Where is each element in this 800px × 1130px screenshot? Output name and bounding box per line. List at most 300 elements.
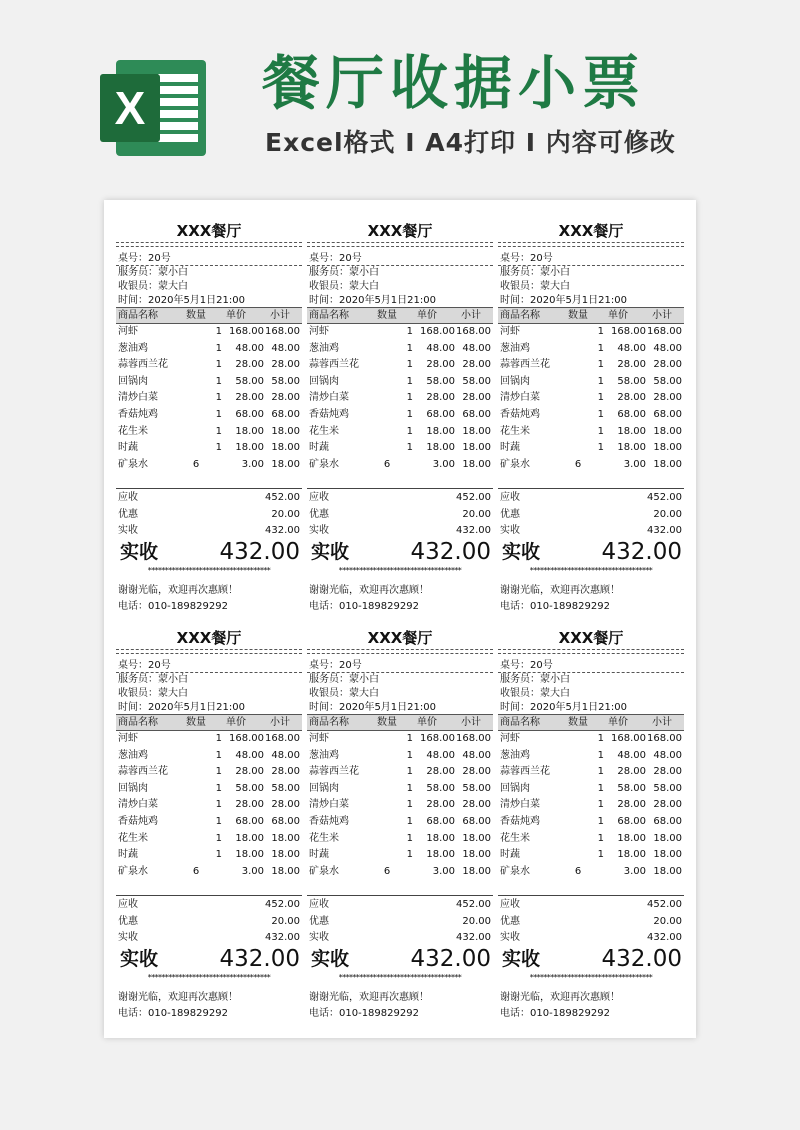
item-qty: 1 xyxy=(406,376,413,387)
divider xyxy=(116,649,302,654)
item-row xyxy=(498,847,684,863)
item-qty: 1 xyxy=(215,359,222,370)
item-price: 58.00 xyxy=(235,783,264,794)
waiter xyxy=(500,266,570,279)
item-subtotal: 58.00 xyxy=(462,783,491,794)
item-subtotal: 18.00 xyxy=(653,833,682,844)
item-name: 回锅肉 xyxy=(500,376,530,387)
table-label: 桌号： xyxy=(309,253,339,264)
item-subtotal: 18.00 xyxy=(653,426,682,437)
item-subtotal: 168.00 xyxy=(647,733,682,744)
item-price: 58.00 xyxy=(426,783,455,794)
total-label: 实收 xyxy=(120,948,159,970)
item-subtotal: 168.00 xyxy=(456,733,491,744)
item-name: 回锅肉 xyxy=(118,783,148,794)
divider xyxy=(498,488,684,489)
item-name: 花生米 xyxy=(500,833,530,844)
cashier-value: 蒙大白 xyxy=(158,688,188,699)
item-row xyxy=(116,357,302,373)
header-qty: 数量 xyxy=(186,310,206,321)
table-header xyxy=(498,714,684,731)
item-subtotal: 18.00 xyxy=(462,833,491,844)
item-name: 葱油鸡 xyxy=(500,750,530,761)
item-name: 花生米 xyxy=(309,426,339,437)
divider xyxy=(498,242,684,247)
item-qty: 1 xyxy=(406,833,413,844)
item-subtotal: 58.00 xyxy=(271,783,300,794)
cashier-label: 收银员： xyxy=(309,281,349,292)
waiter-value: 蒙小白 xyxy=(540,674,570,685)
item-subtotal: 48.00 xyxy=(271,343,300,354)
item-row xyxy=(307,748,493,764)
paid-value: 432.00 xyxy=(456,525,491,536)
item-price: 68.00 xyxy=(235,816,264,827)
cashier xyxy=(500,280,570,293)
waiter-value: 蒙小白 xyxy=(158,267,188,278)
item-qty: 6 xyxy=(383,459,391,470)
paid-label: 实收 xyxy=(118,932,138,943)
divider xyxy=(498,895,684,896)
item-row xyxy=(498,424,684,440)
item-subtotal: 58.00 xyxy=(653,376,682,387)
receivable-label: 应收 xyxy=(500,899,520,910)
table-number xyxy=(309,252,362,265)
item-price: 18.00 xyxy=(617,426,646,437)
item-subtotal: 18.00 xyxy=(271,833,300,844)
cashier-label: 收银员： xyxy=(500,688,540,699)
table-number xyxy=(118,252,171,265)
item-price: 48.00 xyxy=(617,343,646,354)
discount-row xyxy=(307,507,493,523)
header-subtotal: 小计 xyxy=(652,310,672,321)
item-subtotal: 28.00 xyxy=(462,392,491,403)
table-header xyxy=(307,307,493,324)
header-subtotal: 小计 xyxy=(461,717,481,728)
item-qty: 1 xyxy=(215,783,222,794)
item-name: 清炒白菜 xyxy=(118,392,158,403)
item-subtotal: 68.00 xyxy=(462,816,491,827)
item-qty: 1 xyxy=(215,442,222,453)
receivable-value: 452.00 xyxy=(647,492,682,503)
item-price: 18.00 xyxy=(235,442,264,453)
item-price: 18.00 xyxy=(617,833,646,844)
phone-label: 电话： xyxy=(309,601,339,612)
item-name: 花生米 xyxy=(118,833,148,844)
item-price: 3.00 xyxy=(623,459,646,470)
divider xyxy=(307,895,493,896)
restaurant-name: XXX餐厅 xyxy=(176,222,242,240)
divider xyxy=(307,488,493,489)
item-row xyxy=(498,797,684,813)
item-subtotal: 58.00 xyxy=(462,376,491,387)
item-name: 矿泉水 xyxy=(309,459,339,470)
item-subtotal: 68.00 xyxy=(271,409,300,420)
item-row xyxy=(116,731,302,747)
thanks-text: 谢谢光临，欢迎再次惠顾！ xyxy=(118,992,238,1003)
item-name: 清炒白菜 xyxy=(118,799,158,810)
item-qty: 6 xyxy=(574,866,582,877)
excel-icon xyxy=(100,60,206,156)
waiter-label: 服务员： xyxy=(309,674,349,685)
time xyxy=(118,294,245,307)
item-row xyxy=(116,457,302,473)
time-value: 2020年5月1日21:00 xyxy=(530,702,627,713)
item-name: 葱油鸡 xyxy=(309,750,339,761)
item-row xyxy=(116,324,302,340)
waiter-value: 蒙小白 xyxy=(540,267,570,278)
header-price: 单价 xyxy=(226,310,246,321)
item-name: 花生米 xyxy=(500,426,530,437)
paid-row xyxy=(116,523,302,539)
header-name: 商品名称 xyxy=(309,310,349,321)
item-qty: 1 xyxy=(597,799,604,810)
receivable-value: 452.00 xyxy=(265,899,300,910)
paid-value: 432.00 xyxy=(647,932,682,943)
discount-value: 20.00 xyxy=(462,916,491,927)
receivable-label: 应收 xyxy=(500,492,520,503)
total-value: 432.00 xyxy=(601,539,682,565)
phone-label: 电话： xyxy=(309,1008,339,1019)
item-subtotal: 18.00 xyxy=(462,866,491,877)
item-name: 葱油鸡 xyxy=(118,750,148,761)
restaurant-name: XXX餐厅 xyxy=(558,629,624,647)
item-qty: 1 xyxy=(406,359,413,370)
table-value: 20号 xyxy=(148,253,171,264)
divider xyxy=(116,242,302,247)
item-name: 蒜蓉西兰花 xyxy=(118,766,168,777)
item-price: 28.00 xyxy=(235,766,264,777)
paid-value: 432.00 xyxy=(647,525,682,536)
item-name: 矿泉水 xyxy=(118,459,148,470)
item-row xyxy=(307,341,493,357)
item-row xyxy=(116,814,302,830)
item-price: 58.00 xyxy=(617,783,646,794)
item-price: 48.00 xyxy=(235,343,264,354)
item-qty: 1 xyxy=(406,392,413,403)
paid-label: 实收 xyxy=(118,525,138,536)
item-qty: 1 xyxy=(597,392,604,403)
table-header xyxy=(116,714,302,731)
item-qty: 1 xyxy=(597,442,604,453)
time-value: 2020年5月1日21:00 xyxy=(339,295,436,306)
item-row xyxy=(498,814,684,830)
discount-value: 20.00 xyxy=(271,916,300,927)
item-name: 香菇炖鸡 xyxy=(309,816,349,827)
time-value: 2020年5月1日21:00 xyxy=(148,702,245,713)
item-name: 矿泉水 xyxy=(500,459,530,470)
item-subtotal: 18.00 xyxy=(271,849,300,860)
item-price: 168.00 xyxy=(420,326,455,337)
paid-row xyxy=(116,930,302,946)
item-name: 蒜蓉西兰花 xyxy=(500,766,550,777)
total-label: 实收 xyxy=(311,541,350,563)
item-subtotal: 18.00 xyxy=(271,442,300,453)
time-value: 2020年5月1日21:00 xyxy=(339,702,436,713)
discount-label: 优惠 xyxy=(500,916,520,927)
waiter-label: 服务员： xyxy=(118,674,158,685)
header-price: 单价 xyxy=(417,717,437,728)
item-row xyxy=(116,341,302,357)
total-value: 432.00 xyxy=(410,946,491,972)
item-qty: 1 xyxy=(215,426,222,437)
receipt xyxy=(307,607,493,1019)
header-qty: 数量 xyxy=(568,717,588,728)
item-price: 168.00 xyxy=(420,733,455,744)
cashier xyxy=(309,687,379,700)
item-name: 河虾 xyxy=(118,326,138,337)
item-price: 18.00 xyxy=(426,426,455,437)
item-row xyxy=(307,457,493,473)
discount-value: 20.00 xyxy=(462,509,491,520)
item-price: 68.00 xyxy=(426,409,455,420)
item-subtotal: 28.00 xyxy=(271,392,300,403)
item-price: 18.00 xyxy=(617,849,646,860)
table-number xyxy=(500,252,553,265)
item-qty: 1 xyxy=(597,376,604,387)
item-subtotal: 48.00 xyxy=(271,750,300,761)
header-name: 商品名称 xyxy=(309,717,349,728)
excel-icon-letter: X xyxy=(100,74,160,142)
total-label: 实收 xyxy=(120,541,159,563)
item-price: 18.00 xyxy=(235,849,264,860)
item-qty: 1 xyxy=(597,409,604,420)
waiter xyxy=(309,673,379,686)
item-qty: 1 xyxy=(597,833,604,844)
item-name: 葱油鸡 xyxy=(118,343,148,354)
receivable-label: 应收 xyxy=(309,492,329,503)
table-number xyxy=(500,659,553,672)
item-row xyxy=(498,764,684,780)
divider xyxy=(307,242,493,247)
item-name: 清炒白菜 xyxy=(500,799,540,810)
item-subtotal: 28.00 xyxy=(271,359,300,370)
waiter-value: 蒙小白 xyxy=(349,267,379,278)
header-price: 单价 xyxy=(608,310,628,321)
time-label: 时间： xyxy=(500,702,530,713)
item-qty: 1 xyxy=(597,849,604,860)
item-qty: 1 xyxy=(597,326,604,337)
item-row xyxy=(307,357,493,373)
item-name: 矿泉水 xyxy=(118,866,148,877)
item-qty: 6 xyxy=(192,866,200,877)
header-name: 商品名称 xyxy=(118,310,158,321)
item-qty: 1 xyxy=(215,326,222,337)
thanks-text: 谢谢光临，欢迎再次惠顾！ xyxy=(309,992,429,1003)
item-name: 时蔬 xyxy=(309,442,329,453)
total-label: 实收 xyxy=(502,541,541,563)
item-row xyxy=(307,374,493,390)
item-price: 168.00 xyxy=(229,326,264,337)
discount-row xyxy=(116,914,302,930)
receivable-row xyxy=(307,490,493,506)
cashier-value: 蒙大白 xyxy=(349,281,379,292)
item-name: 香菇炖鸡 xyxy=(309,409,349,420)
item-price: 18.00 xyxy=(426,833,455,844)
item-subtotal: 18.00 xyxy=(653,866,682,877)
item-row xyxy=(116,374,302,390)
receivable-row xyxy=(498,897,684,913)
table-label: 桌号： xyxy=(500,253,530,264)
total-label: 实收 xyxy=(311,948,350,970)
item-qty: 1 xyxy=(215,409,222,420)
item-qty: 1 xyxy=(406,816,413,827)
cashier-value: 蒙大白 xyxy=(158,281,188,292)
table-header xyxy=(498,307,684,324)
discount-label: 优惠 xyxy=(118,509,138,520)
item-row xyxy=(498,781,684,797)
item-qty: 1 xyxy=(406,326,413,337)
table-label: 桌号： xyxy=(309,660,339,671)
item-subtotal: 58.00 xyxy=(271,376,300,387)
item-row xyxy=(307,864,493,880)
divider xyxy=(307,649,493,654)
item-name: 花生米 xyxy=(309,833,339,844)
total-value: 432.00 xyxy=(219,946,300,972)
thanks-text: 谢谢光临，欢迎再次惠顾！ xyxy=(500,585,620,596)
excel-icon-grid xyxy=(158,74,198,142)
star-divider: ************************************ xyxy=(529,973,653,982)
cashier-value: 蒙大白 xyxy=(349,688,379,699)
discount-row xyxy=(307,914,493,930)
item-row xyxy=(498,374,684,390)
item-name: 蒜蓉西兰花 xyxy=(309,766,359,777)
receivable-label: 应收 xyxy=(118,899,138,910)
star-divider: ************************************ xyxy=(338,973,462,982)
item-name: 清炒白菜 xyxy=(309,392,349,403)
waiter xyxy=(118,266,188,279)
item-subtotal: 18.00 xyxy=(653,459,682,470)
header-qty: 数量 xyxy=(186,717,206,728)
item-qty: 1 xyxy=(406,442,413,453)
item-name: 香菇炖鸡 xyxy=(118,816,158,827)
item-price: 28.00 xyxy=(426,766,455,777)
item-row xyxy=(307,781,493,797)
item-qty: 1 xyxy=(215,833,222,844)
item-subtotal: 68.00 xyxy=(653,409,682,420)
item-name: 清炒白菜 xyxy=(500,392,540,403)
item-name: 蒜蓉西兰花 xyxy=(309,359,359,370)
table-value: 20号 xyxy=(148,660,171,671)
star-divider: ************************************ xyxy=(529,566,653,575)
item-price: 18.00 xyxy=(426,442,455,453)
star-divider: ************************************ xyxy=(147,566,271,575)
item-subtotal: 18.00 xyxy=(271,459,300,470)
item-price: 28.00 xyxy=(426,799,455,810)
table-value: 20号 xyxy=(339,660,362,671)
table-number xyxy=(309,659,362,672)
time xyxy=(309,294,436,307)
paid-value: 432.00 xyxy=(265,932,300,943)
paid-value: 432.00 xyxy=(456,932,491,943)
item-row xyxy=(498,440,684,456)
item-price: 28.00 xyxy=(617,392,646,403)
item-subtotal: 28.00 xyxy=(271,799,300,810)
thanks-text: 谢谢光临，欢迎再次惠顾！ xyxy=(309,585,429,596)
item-qty: 1 xyxy=(597,343,604,354)
item-subtotal: 18.00 xyxy=(462,442,491,453)
cashier-label: 收银员： xyxy=(118,281,158,292)
item-qty: 1 xyxy=(406,799,413,810)
item-qty: 1 xyxy=(215,392,222,403)
time-value: 2020年5月1日21:00 xyxy=(530,295,627,306)
item-qty: 1 xyxy=(597,426,604,437)
restaurant-name: XXX餐厅 xyxy=(176,629,242,647)
item-name: 时蔬 xyxy=(118,442,138,453)
item-row xyxy=(498,748,684,764)
receivable-row xyxy=(498,490,684,506)
item-qty: 1 xyxy=(597,733,604,744)
item-subtotal: 28.00 xyxy=(462,799,491,810)
item-price: 48.00 xyxy=(617,750,646,761)
header-qty: 数量 xyxy=(377,717,397,728)
waiter-value: 蒙小白 xyxy=(158,674,188,685)
header-subtotal: 小计 xyxy=(270,310,290,321)
banner xyxy=(0,0,800,200)
item-qty: 1 xyxy=(406,750,413,761)
time-label: 时间： xyxy=(118,295,148,306)
item-row xyxy=(116,781,302,797)
header-subtotal: 小计 xyxy=(652,717,672,728)
item-qty: 1 xyxy=(406,733,413,744)
waiter-label: 服务员： xyxy=(500,267,540,278)
item-row xyxy=(307,814,493,830)
item-row xyxy=(116,864,302,880)
discount-value: 20.00 xyxy=(271,509,300,520)
item-name: 香菇炖鸡 xyxy=(118,409,158,420)
time-label: 时间： xyxy=(500,295,530,306)
item-price: 28.00 xyxy=(426,392,455,403)
item-name: 葱油鸡 xyxy=(500,343,530,354)
item-qty: 6 xyxy=(574,459,582,470)
table-value: 20号 xyxy=(530,253,553,264)
receipt xyxy=(498,607,684,1019)
item-name: 清炒白菜 xyxy=(309,799,349,810)
item-row xyxy=(307,731,493,747)
item-qty: 1 xyxy=(406,409,413,420)
header-subtotal: 小计 xyxy=(270,717,290,728)
restaurant-name: XXX餐厅 xyxy=(367,222,433,240)
item-qty: 1 xyxy=(215,766,222,777)
item-price: 18.00 xyxy=(426,849,455,860)
item-name: 河虾 xyxy=(500,733,520,744)
item-row xyxy=(307,764,493,780)
phone xyxy=(309,1007,419,1021)
time-label: 时间： xyxy=(118,702,148,713)
receivable-value: 452.00 xyxy=(456,492,491,503)
receivable-row xyxy=(307,897,493,913)
waiter-value: 蒙小白 xyxy=(349,674,379,685)
table-header xyxy=(116,307,302,324)
waiter xyxy=(118,673,188,686)
item-name: 蒜蓉西兰花 xyxy=(118,359,168,370)
item-name: 蒜蓉西兰花 xyxy=(500,359,550,370)
item-price: 28.00 xyxy=(617,799,646,810)
phone-value: 010-189829292 xyxy=(339,1008,419,1019)
item-name: 时蔬 xyxy=(500,849,520,860)
table-label: 桌号： xyxy=(118,253,148,264)
item-subtotal: 28.00 xyxy=(653,392,682,403)
item-row xyxy=(116,764,302,780)
paid-row xyxy=(498,523,684,539)
receivable-value: 452.00 xyxy=(265,492,300,503)
star-divider: ************************************ xyxy=(338,566,462,575)
item-price: 3.00 xyxy=(241,459,264,470)
item-price: 28.00 xyxy=(617,359,646,370)
table-header xyxy=(307,714,493,731)
header-price: 单价 xyxy=(226,717,246,728)
item-row xyxy=(498,357,684,373)
item-price: 28.00 xyxy=(235,359,264,370)
